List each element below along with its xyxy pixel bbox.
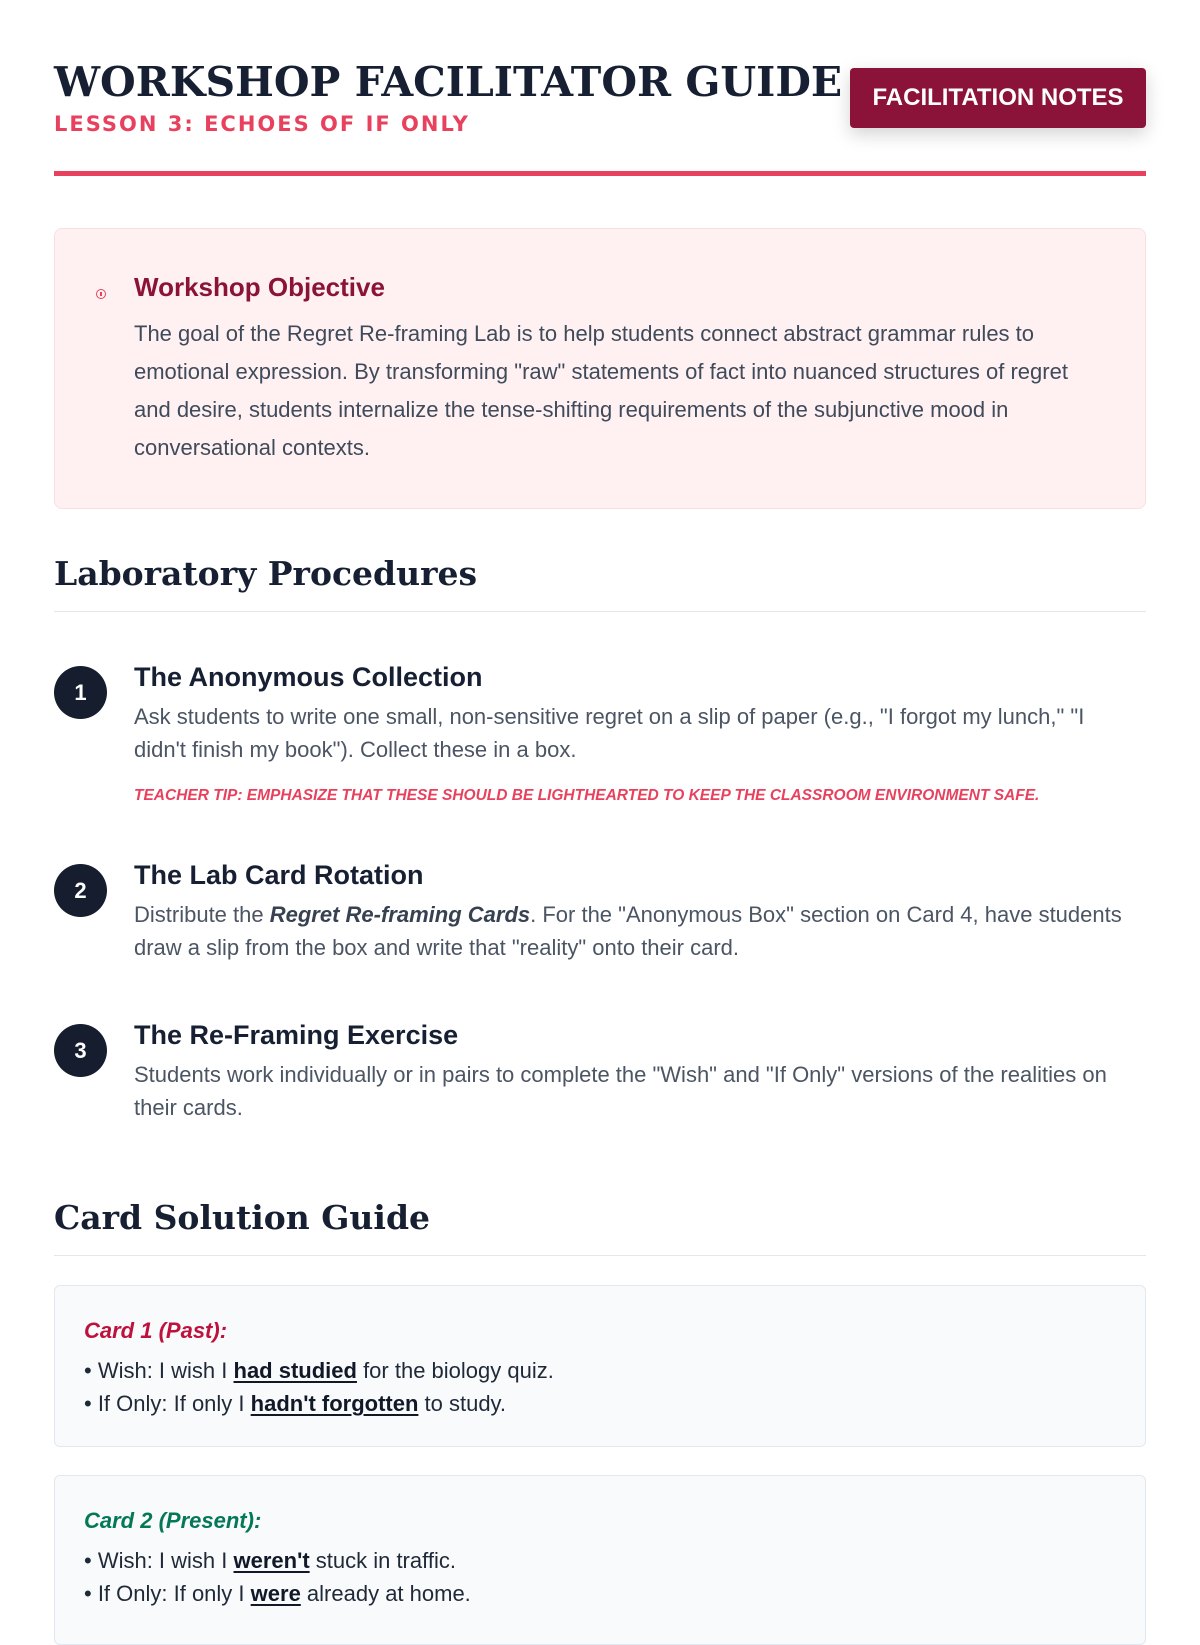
wish-answer-line <box>84 1356 554 1386</box>
wish-suffix: stuck in traffic. <box>309 1548 456 1573</box>
wish-answer: had studied <box>233 1358 357 1383</box>
lesson-subtitle: LESSON 3: ECHOES OF IF ONLY <box>54 112 470 136</box>
wish-answer: weren't <box>233 1548 310 1573</box>
step-text-end: . For the "Anonymous Box" section on Card 4, have students draw a slip from the box and write that "reality" onto their card. <box>134 902 1122 960</box>
if-only-answer-line <box>84 1389 506 1419</box>
teacher-tip: TEACHER TIP: EMPHASIZE THAT THESE SHOULD BE LIGHTHEARTED TO KEEP THE CLASSROOM ENVIRONMENT SAFE. <box>134 787 1040 804</box>
solution-card <box>54 1475 1146 1645</box>
page-header <box>54 0 1146 176</box>
procedures-heading <box>54 552 1146 612</box>
if-only-answer: were <box>250 1581 301 1606</box>
step-description: Students work individually or in pairs to complete the "Wish" and "If Only" versions of the realities on their cards. <box>134 1062 1107 1120</box>
objective-title: Workshop Objective <box>134 272 385 302</box>
step-description <box>134 898 1134 964</box>
solution-guide-heading-text: Card Solution Guide <box>54 1198 431 1237</box>
info-icon <box>96 289 106 299</box>
procedures-heading-text: Laboratory Procedures <box>54 554 478 593</box>
step-text-start: Distribute the <box>134 902 270 927</box>
step-title: The Lab Card Rotation <box>134 860 424 890</box>
step-description: Ask students to write one small, non-sensitive regret on a slip of paper (e.g., "I forgot my lunch," "I didn't finish my book"). Collect these in a box. <box>134 704 1085 762</box>
step-number-badge: 1 <box>54 666 107 719</box>
wish-prefix: • Wish: I wish I <box>84 1548 234 1573</box>
if-only-suffix: to study. <box>418 1391 507 1416</box>
if-only-answer: hadn't forgotten <box>250 1391 419 1416</box>
if-only-suffix: already at home. <box>300 1581 471 1606</box>
wish-answer-line <box>84 1546 456 1576</box>
card-title: Card 2 (Present): <box>84 1508 262 1533</box>
wish-prefix: • Wish: I wish I <box>84 1358 234 1383</box>
if-only-answer-line <box>84 1579 471 1609</box>
wish-suffix: for the biology quiz. <box>356 1358 554 1383</box>
step-number-badge: 2 <box>54 864 107 917</box>
step-title: The Re-Framing Exercise <box>134 1020 459 1050</box>
page-title: WORKSHOP FACILITATOR GUIDE <box>54 58 843 106</box>
facilitation-notes-button[interactable]: FACILITATION NOTES <box>850 68 1146 128</box>
card-title: Card 1 (Past): <box>84 1318 228 1343</box>
objective-text: The goal of the Regret Re-framing Lab is to help students connect abstract grammar rules to emotional expression. By transforming "raw" statements of fact into nuanced structures of regret and desire, students internalize the tense-shifting requirements of the subjunctive mood in conversational contexts. <box>134 321 1068 460</box>
step-title: The Anonymous Collection <box>134 662 483 692</box>
solution-guide-heading <box>54 1196 1146 1256</box>
step-number-badge: 3 <box>54 1024 107 1077</box>
if-only-prefix: • If Only: If only I <box>84 1391 251 1416</box>
cards-name-emphasis: Regret Re-framing Cards <box>269 902 531 927</box>
if-only-prefix: • If Only: If only I <box>84 1581 251 1606</box>
workshop-objective-callout <box>54 228 1146 509</box>
solution-card <box>54 1285 1146 1447</box>
